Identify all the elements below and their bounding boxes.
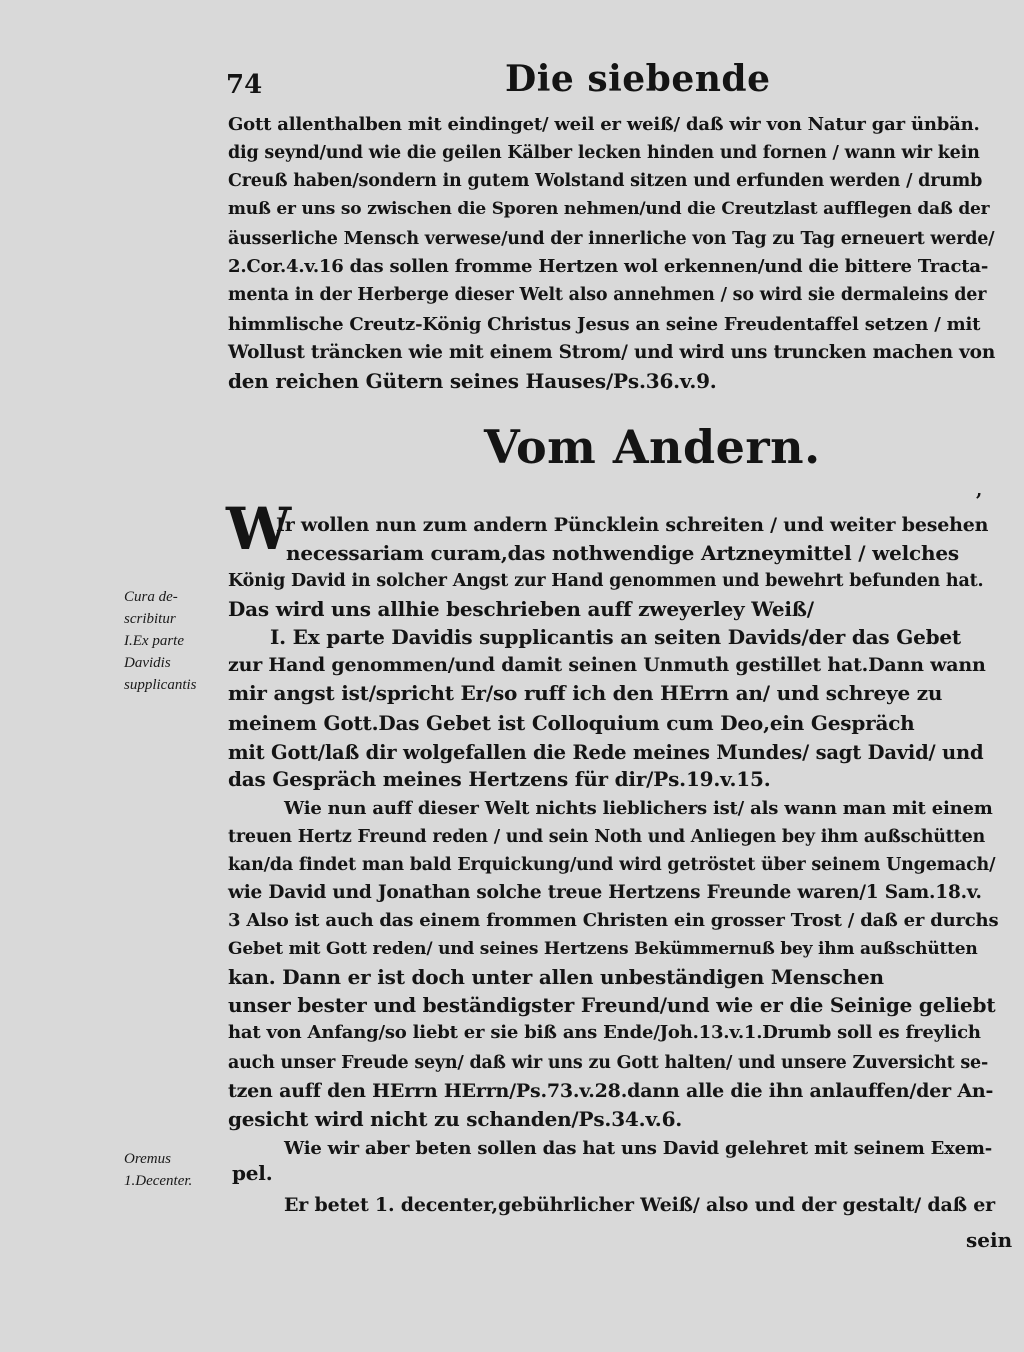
text-line: 3 Also ist auch das einem frommen Christen ein grosser Trost / daß er durchs (228, 910, 999, 931)
drop-cap: W (226, 495, 292, 563)
text-line: Wie nun auff dieser Welt nichts lieblichers ist/ als wann man mit einem (284, 798, 993, 819)
text-line: meinem Gott.Das Gebet ist Colloquium cum Deo,ein Gespräch (228, 711, 915, 735)
text-line: necessariam curam,das nothwendige Artzneymittel / welches (286, 541, 959, 565)
text-line: das Gespräch meines Hertzens für dir/Ps.19.v.15. (228, 767, 771, 791)
text-line: mir angst ist/spricht Er/so ruff ich den HErrn an/ und schreye zu (228, 681, 943, 705)
text-line: tzen auff den HErrn HErrn/Ps.73.v.28.dann alle die ihn anlauffen/der An- (228, 1080, 994, 1102)
text-line: 2.Cor.4.v.16 das sollen fromme Hertzen wol erkennen/und die bittere Tracta- (228, 256, 989, 277)
catchword: sein (966, 1228, 1013, 1252)
text-line: mit Gott/laß dir wolgefallen die Rede meines Mundes/ sagt David/ und (228, 741, 984, 764)
text-line: gesicht wird nicht zu schanden/Ps.34.v.6. (228, 1107, 683, 1131)
text-line: Wie wir aber beten sollen das hat uns David gelehret mit seinem Exem- (284, 1138, 993, 1159)
running-head: Die siebende (505, 58, 771, 100)
text-line: auch unser Freude seyn/ daß wir uns zu Gott halten/ und unsere Zuversicht se- (228, 1053, 989, 1073)
text-line: Das wird uns allhie beschrieben auff zweyerley Weiß/ (228, 597, 814, 621)
margin-note: Oremus 1.Decenter. (124, 1151, 193, 1189)
text-line: äusserliche Mensch verwese/und der innerliche von Tag zu Tag erneuert werde/ (228, 229, 995, 249)
text-line: Gebet mit Gott reden/ und seines Hertzens Bekümmernuß bey ihm außschütten (228, 939, 978, 959)
text-line: dig seynd/und wie die geilen Kälber lecken hinden und fornen / wann wir kein (228, 143, 980, 163)
text-line: Ir wollen nun zum andern Püncklein schreiten / und weiter besehen (276, 514, 989, 536)
text-line: hat von Anfang/so liebt er sie biß ans Ende/Joh.13.v.1.Drumb soll es freylich (228, 1022, 981, 1043)
text-line: Creuß haben/sondern in gutem Wolstand sitzen und erfunden werden / drumb (228, 171, 983, 191)
text-line: wie David und Jonathan solche treue Hertzens Freunde waren/1 Sam.18.v. (228, 882, 982, 903)
margin-note: Cura de- scribitur I.Ex parte Davidis supplicantis (124, 589, 197, 693)
ornament-mark: , (976, 480, 983, 501)
text-line: I. Ex parte Davidis supplicantis an seiten Davids/der das Gebet (270, 625, 961, 649)
text-line: kan. Dann er ist doch unter allen unbeständigen Menschen (228, 965, 884, 989)
text-line: Wollust träncken wie mit einem Strom/ und wird uns truncken machen von (228, 342, 996, 363)
section-heading: Vom Andern. (484, 420, 821, 474)
text-line: pel. (232, 1161, 273, 1185)
text-line: Gott allenthalben mit eindinget/ weil er weiß/ daß wir von Natur gar ünbän. (228, 114, 980, 135)
text-line: Er betet 1. decenter,gebührlicher Weiß/ also und der gestalt/ daß er (284, 1194, 995, 1216)
text-line: menta in der Herberge dieser Welt also annehmen / so wird sie dermaleins der (228, 285, 987, 305)
text-line: muß er uns so zwischen die Sporen nehmen/und die Creutzlast aufflegen daß der (228, 199, 990, 219)
text-line: unser bester und beständigster Freund/und wie er die Seinige geliebt (228, 993, 996, 1017)
text-line: kan/da findet man bald Erquickung/und wird getröstet über seinem Ungemach/ (228, 855, 996, 875)
text-line: den reichen Gütern seines Hauses/Ps.36.v.9. (228, 369, 717, 393)
page-number: 74 (226, 70, 263, 100)
text-line: König David in solcher Angst zur Hand genommen und bewehrt befunden hat. (228, 571, 984, 591)
text-line: himmlische Creutz-König Christus Jesus an seine Freudentaffel setzen / mit (228, 314, 981, 335)
text-line: zur Hand genommen/und damit seinen Unmuth gestillet hat.Dann wann (228, 654, 986, 676)
text-line: treuen Hertz Freund reden / und sein Noth und Anliegen bey ihm außschütten (228, 827, 986, 847)
